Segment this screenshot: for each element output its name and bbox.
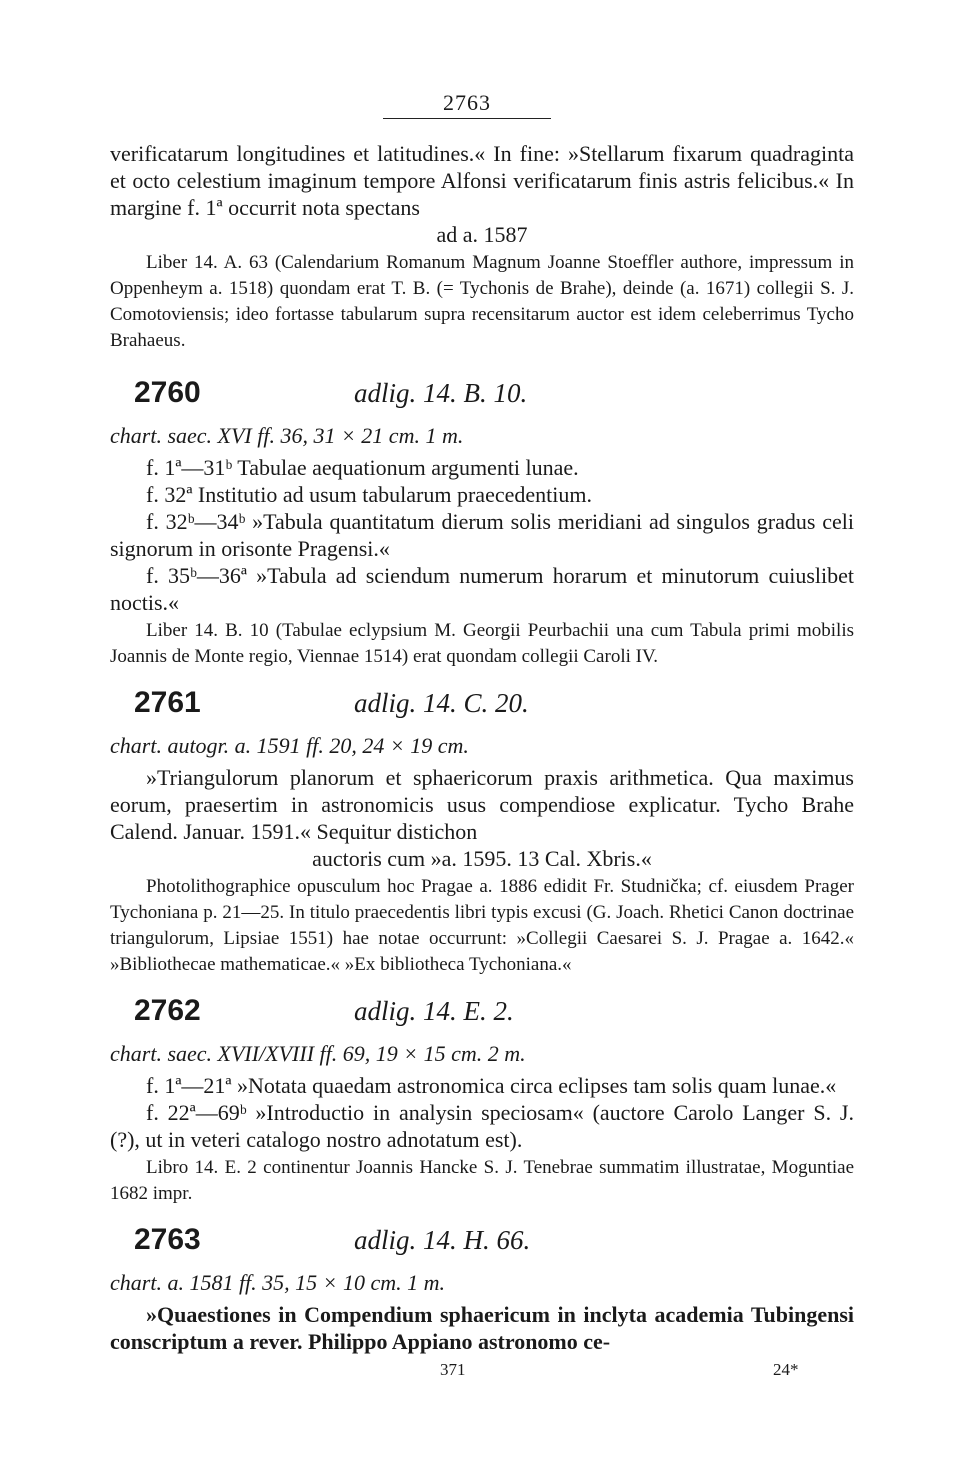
folio-line: f. 1ª—21ª »Notata quaedam astronomica circa eclipses tam solis quam lunae.« (146, 1073, 837, 1098)
entry-2762 (110, 994, 854, 1207)
folio-line: f. 32ᵇ—34ᵇ »Tabula quantitatum dierum solis meridiani ad singulos gradus celi signorum in orisonte Pragensi.« (110, 509, 854, 561)
entry-number: 2761 (134, 686, 201, 719)
entry-signature: adlig. 14. E. 2. (354, 996, 514, 1026)
signature-mark: 24* (773, 1360, 799, 1379)
page-number: 371 (440, 1360, 466, 1379)
entry-title: »Triangulorum planorum et sphaericorum praxis arithmetica. Qua maximus eorum, praesertim in astronomicis usus compendiose explicatur. Tycho Brahe Calend. Januar. 1591.« Sequitur distichon (110, 765, 854, 844)
entry-2761 (110, 686, 854, 978)
entry-signature: adlig. 14. B. 10. (354, 378, 528, 408)
entry-2760 (110, 376, 854, 670)
folio-line: f. 1ª—31ᵇ Tabulae aequationum argumenti lunae. (146, 455, 579, 480)
entry-note: Photolithographice opusculum hoc Pragae a. 1886 edidit Fr. Studnička; cf. eiusdem Prager Tychoniana p. 21—25. In titulo praecedentis libri typis excusi (G. Joach. Rhetici Canon doctrinae triangulorum, Lipsiae 1551) hae notae occurrunt: »Collegii Caesarei S. J. Pragae a. 1642.« »Bibliothecae mathematicae.« »Ex bibliotheca Tychoniana.« (110, 876, 854, 975)
entry-description: chart. autogr. a. 1591 ff. 20, 24 × 19 cm. (110, 733, 469, 758)
running-head: 2763 (383, 90, 551, 119)
entry-number: 2762 (134, 994, 201, 1027)
folio-line: f. 32ª Institutio ad usum tabularum praecedentium. (146, 482, 592, 507)
entry-note: Libro 14. E. 2 continentur Joannis Hancke S. J. Tenebrae summatim illustratae, Moguntiae 1682 impr. (110, 1157, 854, 1204)
entry-title-end: auctoris cum »a. 1595. 13 Cal. Xbris.« (312, 846, 652, 871)
entry-heading (110, 1223, 854, 1269)
entry-number: 2760 (134, 376, 201, 409)
body-text (110, 140, 854, 1355)
folio-line: f. 22ª—69ᵇ »Introductio in analysin speciosam« (auctore Carolo Langer S. J. (?), ut in veteri catalogo nostro adnotatum est). (110, 1100, 854, 1152)
entry-signature: adlig. 14. H. 66. (354, 1225, 531, 1255)
intro-paragraph-end: ad a. 1587 (436, 222, 528, 247)
entry-description: chart. saec. XVII/XVIII ff. 69, 19 × 15 cm. 2 m. (110, 1041, 526, 1066)
entry-title: »Quaestiones in Compendium sphaericum in inclyta academia Tubingensi conscriptum a rever. Philippo Appiano astronomo ce- (110, 1302, 854, 1354)
entry-note: Liber 14. B. 10 (Tabulae eclypsium M. Georgii Peurbachii una cum Tabula primi mobilis Joannis de Monte regio, Viennae 1514) erat quondam collegii Caroli IV. (110, 620, 854, 667)
folio-line: f. 35ᵇ—36ª »Tabula ad sciendum numerum horarum et minutorum cuiuslibet noctis.« (110, 563, 854, 615)
entry-description: chart. a. 1581 ff. 35, 15 × 10 cm. 1 m. (110, 1270, 446, 1295)
intro-note: Liber 14. A. 63 (Calendarium Romanum Magnum Joanne Stoeffler authore, impressum in Oppenheym a. 1518) quondam erat T. B. (= Tychonis de Brahe), deinde (a. 1671) collegii S. J. Comotoviensis; ideo fortasse tabularum supra recensitarum auctor est idem celeberrimus Tycho Brahaeus. (110, 252, 854, 351)
intro-paragraph: verificatarum longitudines et latitudines.« In fine: »Stellarum fixarum quadraginta et octo celestium imaginum tempore Alfonsi verificatarum finis astris felicibus.« In margine f. 1ª occurrit nota spectans (110, 141, 854, 220)
entry-heading (110, 376, 854, 422)
entry-2763 (110, 1223, 854, 1355)
entry-number: 2763 (134, 1223, 201, 1256)
entry-description: chart. saec. XVI ff. 36, 31 × 21 cm. 1 m. (110, 423, 464, 448)
entry-heading (110, 686, 854, 732)
entry-signature: adlig. 14. C. 20. (354, 688, 529, 718)
entry-heading (110, 994, 854, 1040)
